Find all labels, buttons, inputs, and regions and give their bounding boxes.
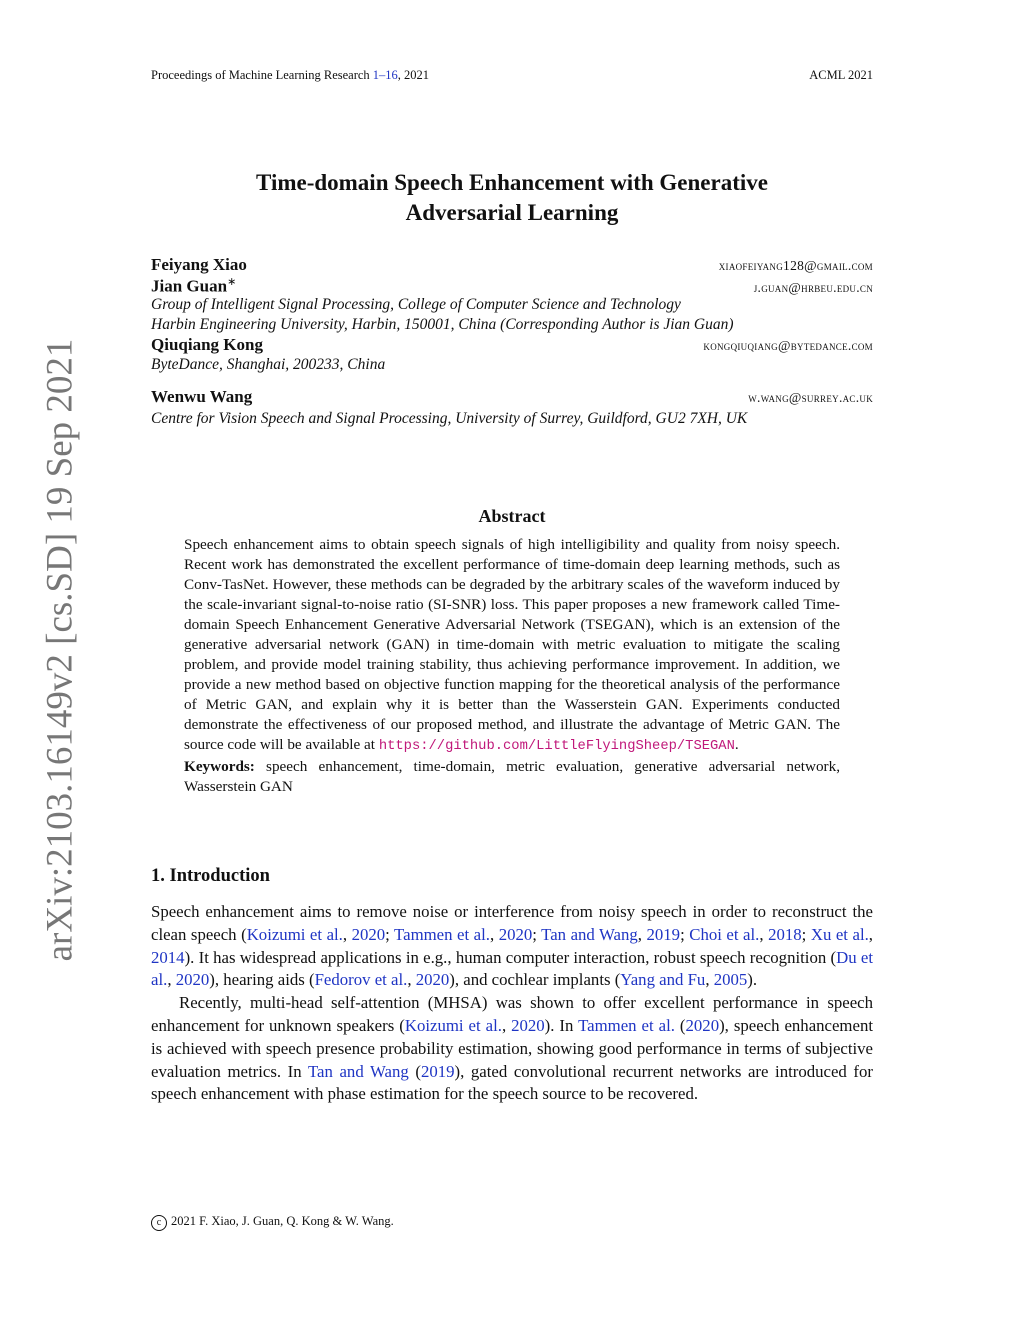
arxiv-identifier: arXiv:2103.16149v2 [cs.SD] 19 Sep 2021 <box>39 338 81 962</box>
citation-tan-wang-2-year[interactable]: 2019 <box>420 1061 455 1081</box>
p2-text-6: ), gated convolutional recurrent networks are introduced for speech enhancement with phase estimation for the speech source to be recovered. <box>151 1061 873 1104</box>
title-line-1: Time-domain Speech Enhancement with Generative <box>256 170 768 195</box>
citation-tammen-year[interactable]: 2020 <box>498 924 533 944</box>
p1-sep-8: ; <box>801 924 811 944</box>
affiliation-4: Centre for Vision Speech and Signal Processing, University of Surrey, Guildford, GU2 7XH, UK <box>151 410 748 427</box>
p1-text-3: ), hearing aids ( <box>209 970 315 990</box>
abstract-heading: Abstract <box>478 506 546 526</box>
keywords-label: Keywords: <box>184 758 255 775</box>
citation-fedorov-year[interactable]: 2020 <box>415 970 450 990</box>
author-name-2 <box>151 275 236 297</box>
p1-sep-3: , <box>489 924 499 944</box>
citation-tammen[interactable]: Tammen et al. <box>394 924 490 944</box>
p2-text-5: ( <box>408 1061 421 1081</box>
citation-xu[interactable]: Xu et al. <box>810 924 869 944</box>
citation-tan-wang-year[interactable]: 2019 <box>646 924 681 944</box>
citation-koizumi-year[interactable]: 2020 <box>351 924 386 944</box>
title-line-2: Adversarial Learning <box>405 200 619 225</box>
p1-text-5: ). <box>747 970 758 990</box>
p2-text-1: Recently, multi-head self-attention (MHSA) was shown to offer excellent performance in speech enhancement for unknown speakers ( <box>151 993 873 1035</box>
p2-text-2: ). In <box>544 1015 579 1035</box>
author-email-3[interactable]: kongqiuqiang@bytedance.com <box>703 338 873 353</box>
author-email-2[interactable]: j.guan@hrbeu.edu.cn <box>753 279 873 295</box>
p1-sep-4: ; <box>532 924 542 944</box>
paragraph-1 <box>151 901 873 992</box>
p1-text-2: ). It has widespread applications in e.g., human computer interaction, robust speech recognition ( <box>184 947 837 967</box>
corresponding-mark: ∗ <box>227 276 237 288</box>
header-year: , 2021 <box>397 68 430 82</box>
p1-sep-9: , <box>868 924 873 944</box>
citation-tan-wang[interactable]: Tan and Wang <box>541 924 638 944</box>
citation-du-year[interactable]: 2020 <box>175 970 210 990</box>
running-header-left <box>151 68 429 83</box>
author-name-2-text: Jian Guan <box>151 276 228 296</box>
citation-choi[interactable]: Choi et al. <box>689 924 760 944</box>
citation-koizumi-2-year[interactable]: 2020 <box>511 1015 545 1035</box>
citation-xu-year[interactable]: 2014 <box>151 947 185 967</box>
abstract-text: Speech enhancement aims to obtain speech signals of high intelligibility and quality from noisy speech. Recent work has demonstrated the excellent performance of time-domain deep learning methods, such as Conv-TasNet. However, these methods can be degraded by the arbitrary scales of the waveform induced by the scale-invariant signal-to-noise ratio (SI-SNR) loss. This paper proposes a new framework called Time-domain Speech Enhancement Generative Adversarial Network (TSEGAN), which is an extension of the generative adversarial network (GAN) in time-domain with metric evaluation to mitigate the scaling problem, and provide model training stability, thus achieving performance improvement. In addition, we provide a new method based on objective function mapping for the theoretical analysis of the performance of Metric GAN, and explain why it is better than the Wasserstein GAN. Experiments conducted demonstrate the effectiveness of our proposed method, and illustrate the advantage of Metric GAN. The source code will be available at <box>184 536 840 753</box>
source-code-link[interactable]: https://github.com/LittleFlyingSheep/TSEGAN <box>378 739 735 754</box>
author-name-1: Feiyang Xiao <box>151 255 247 274</box>
header-proceedings: Proceedings of Machine Learning Research <box>151 68 373 82</box>
citation-choi-year[interactable]: 2018 <box>768 924 802 944</box>
author-email-4[interactable]: w.wang@surrey.ac.uk <box>748 390 873 405</box>
citation-tammen-2[interactable]: Tammen et al. <box>578 1015 675 1035</box>
p1-sep-1: , <box>342 924 352 944</box>
citation-koizumi[interactable]: Koizumi et al. <box>246 924 343 944</box>
abstract-body <box>184 535 840 797</box>
p1-sep-2: ; <box>385 924 395 944</box>
affiliation-2a: Group of Intelligent Signal Processing, College of Computer Science and Technology <box>151 296 681 313</box>
p1-sep-10: , <box>167 970 176 990</box>
p2-text-3: ( <box>674 1015 686 1035</box>
p1-sep-11: , <box>407 970 416 990</box>
citation-tammen-2-year[interactable]: 2020 <box>685 1015 720 1035</box>
abstract-end: . <box>734 736 739 753</box>
author-block-4 <box>151 387 873 429</box>
author-block <box>151 255 873 375</box>
citation-tan-wang-2[interactable]: Tan and Wang <box>307 1061 409 1081</box>
introduction-body <box>151 901 873 1106</box>
citation-yang-fu-year[interactable]: 2005 <box>713 970 748 990</box>
header-pages-link[interactable]: 1–16 <box>372 68 398 82</box>
affiliation-3: ByteDance, Shanghai, 200233, China <box>151 356 386 373</box>
affiliation-2b: Harbin Engineering University, Harbin, 150001, China (Corresponding Author is Jian Guan) <box>151 316 734 333</box>
citation-du[interactable]: Du et al. <box>151 947 873 990</box>
p1-sep-7: , <box>759 924 769 944</box>
citation-koizumi-2[interactable]: Koizumi et al. <box>404 1015 502 1035</box>
keywords-text: speech enhancement, time-domain, metric evaluation, generative adversarial network, Wasserstein GAN <box>184 758 840 795</box>
paper-title <box>0 168 1024 228</box>
copyright-text: 2021 F. Xiao, J. Guan, Q. Kong & W. Wang. <box>171 1214 394 1228</box>
p1-text-1: Speech enhancement aims to remove noise or interference from noisy speech in order to reconstruct the clean speech ( <box>151 902 873 944</box>
p2-text-4: ), speech enhancement is achieved with speech presence probability estimation, showing good performance in terms of subjective evaluation metrics. In <box>151 1015 873 1081</box>
running-header-right: ACML 2021 <box>809 68 873 82</box>
copyright-symbol: c <box>151 1215 167 1231</box>
p2-sep-1: , <box>501 1015 512 1035</box>
p1-sep-5: , <box>637 924 647 944</box>
author-name-3: Qiuqiang Kong <box>151 335 263 354</box>
citation-fedorov[interactable]: Fedorov et al. <box>314 970 408 990</box>
copyright-footer <box>151 1214 394 1231</box>
author-email-1[interactable]: xiaofeiyang128@gmail.com <box>718 258 873 273</box>
paragraph-2 <box>151 992 873 1106</box>
author-name-4: Wenwu Wang <box>151 387 253 406</box>
citation-yang-fu[interactable]: Yang and Fu <box>620 970 706 990</box>
section-heading-introduction: 1. Introduction <box>151 866 270 886</box>
p1-text-4: ), and cochlear implants ( <box>449 970 621 990</box>
p1-sep-12: , <box>705 970 714 990</box>
p1-sep-6: ; <box>680 924 690 944</box>
